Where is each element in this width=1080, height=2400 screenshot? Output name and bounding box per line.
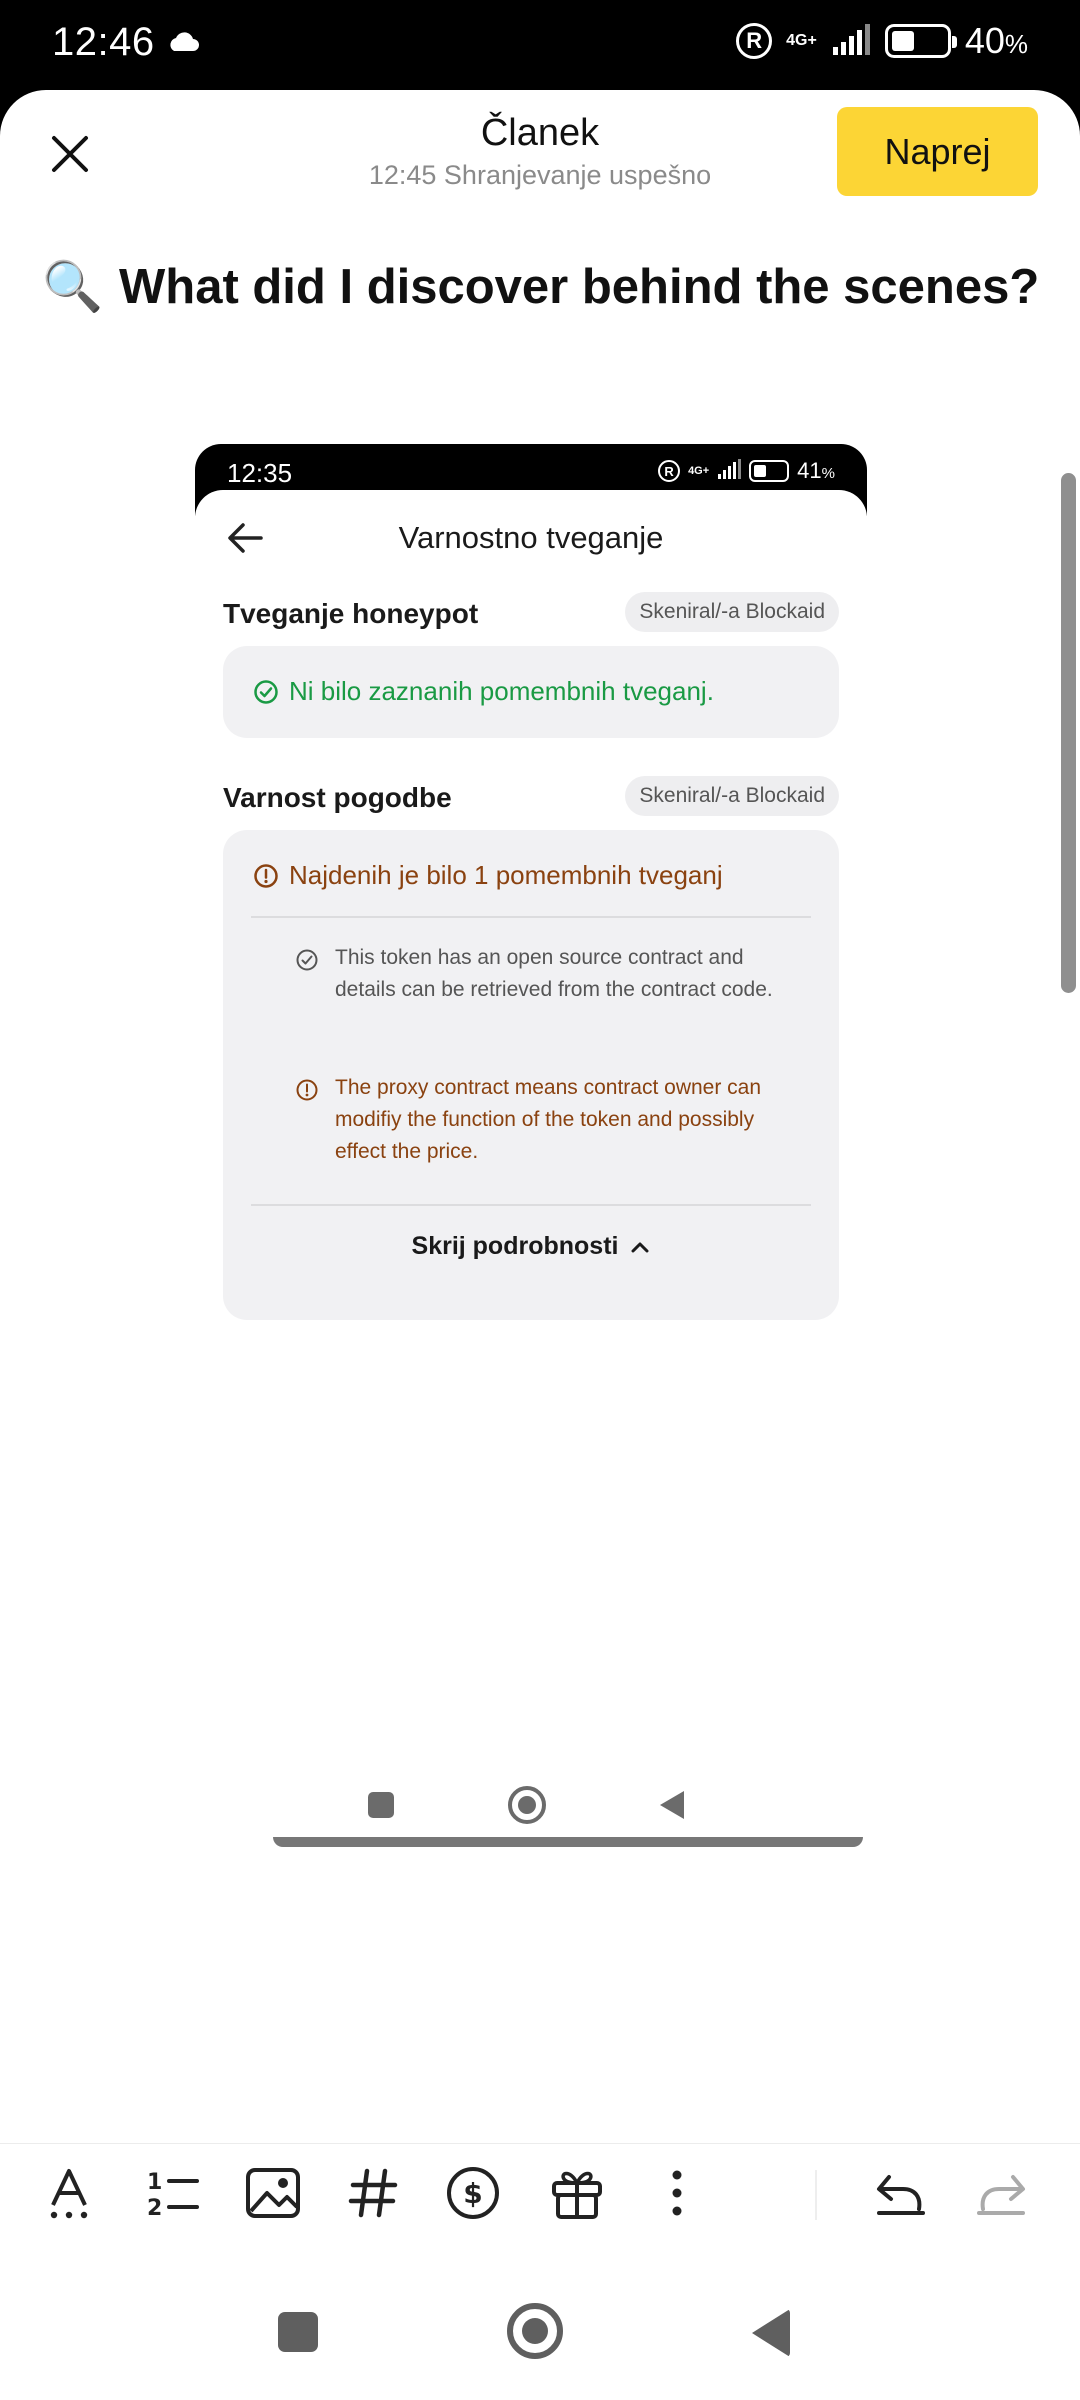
battery-icon [749, 460, 789, 482]
hashtag-icon [347, 2167, 399, 2219]
image-icon [245, 2167, 301, 2219]
numbered-list-icon [145, 2167, 201, 2219]
battery-fill [892, 31, 914, 51]
square-icon [368, 1792, 394, 1818]
contract-result: Najdenih je bilo 1 pomembnih tveganj [253, 860, 723, 891]
hashtag-button[interactable] [338, 2158, 408, 2228]
honeypot-label: Tveganje honeypot [223, 598, 479, 629]
battery-fill [754, 465, 766, 477]
contract-label: Varnost pogodbe [223, 782, 452, 813]
contract-result-card [223, 830, 839, 1320]
more-vertical-icon [671, 2169, 683, 2217]
system-nav-bar [0, 2270, 1080, 2400]
battery-icon [885, 24, 951, 58]
svg-text:2: 2 [147, 2196, 163, 2219]
toolbar-separator [815, 2170, 817, 2220]
gift-icon [550, 2165, 604, 2221]
chevron-up-icon [630, 1240, 650, 1254]
more-options-button[interactable] [642, 2158, 712, 2228]
image-bottom-edge [273, 1837, 863, 1847]
gift-button[interactable] [542, 2158, 612, 2228]
svg-text:1: 1 [147, 2170, 163, 2195]
honeypot-result-card [223, 646, 839, 738]
registered-icon: R [658, 460, 680, 482]
text-format-icon [44, 2165, 94, 2221]
embedded-page-title: Varnostno tveganje [398, 520, 664, 555]
check-circle-icon [295, 948, 319, 972]
detail-open-source: This token has an open source contract and details can be retrieved from the contract code. [335, 946, 773, 1001]
divider [251, 1204, 811, 1206]
honeypot-result: Ni bilo zaznanih pomembnih tveganj. [253, 676, 714, 707]
embedded-status-time: 12:35 [227, 458, 293, 488]
home-button[interactable] [507, 2303, 563, 2359]
embedded-screenshot[interactable] [195, 444, 867, 1354]
network-type: 4G+ [688, 465, 710, 477]
battery-percent: 40% [964, 20, 1028, 61]
contract-scanner-tag: Skeniral/-a Blockaid [625, 776, 839, 816]
save-status: 12:45 Shranjevanje uspešno [368, 160, 712, 190]
status-indicators [736, 20, 1028, 62]
back-button[interactable] [752, 2309, 790, 2357]
page-title: Članek [480, 112, 600, 154]
svg-text:$: $ [463, 2177, 483, 2210]
redo-button[interactable] [966, 2158, 1036, 2228]
insert-image-button[interactable] [238, 2158, 308, 2228]
undo-button[interactable] [866, 2158, 936, 2228]
warning-circle-icon [253, 863, 279, 889]
next-button[interactable]: Naprej [837, 107, 1038, 196]
signal-icon [717, 459, 741, 484]
editor-toolbar [0, 2143, 1080, 2243]
check-circle-icon [253, 679, 279, 705]
magnifier-emoji: 🔍 [42, 260, 104, 314]
network-type: 4G+ [786, 32, 817, 49]
registered-icon: R [736, 23, 772, 59]
warning-circle-icon [295, 1078, 319, 1102]
status-time: 12:46 [52, 20, 155, 64]
article-title-text: What did I discover behind the scenes? [119, 259, 1040, 314]
tip-button[interactable] [438, 2158, 508, 2228]
battery-percent: 41% [797, 458, 835, 483]
home-icon [508, 1786, 546, 1824]
article-editor [0, 90, 1080, 2400]
undo-icon [873, 2169, 929, 2217]
status-bar [0, 0, 1080, 90]
article-title[interactable] [42, 258, 1039, 315]
honeypot-scanner-tag: Skeniral/-a Blockaid [625, 592, 839, 632]
numbered-list-button[interactable] [138, 2158, 208, 2228]
signal-icon [831, 23, 871, 60]
hide-details-button: Skrij podrobnosti [223, 1232, 839, 1261]
embedded-page [195, 490, 867, 1354]
dollar-circle-icon [445, 2165, 501, 2221]
cloud-icon [166, 32, 200, 57]
editor-header [0, 90, 1080, 220]
embedded-status-indicators [658, 458, 835, 484]
scrollbar[interactable] [1061, 473, 1076, 993]
detail-proxy-contract: The proxy contract means contract owner can modifiy the function of the token and possibly effect the price. [335, 1076, 762, 1163]
back-triangle-icon [660, 1791, 684, 1819]
divider [251, 916, 811, 918]
redo-icon [973, 2169, 1029, 2217]
recent-apps-button[interactable] [278, 2312, 318, 2352]
text-format-button[interactable] [34, 2158, 104, 2228]
